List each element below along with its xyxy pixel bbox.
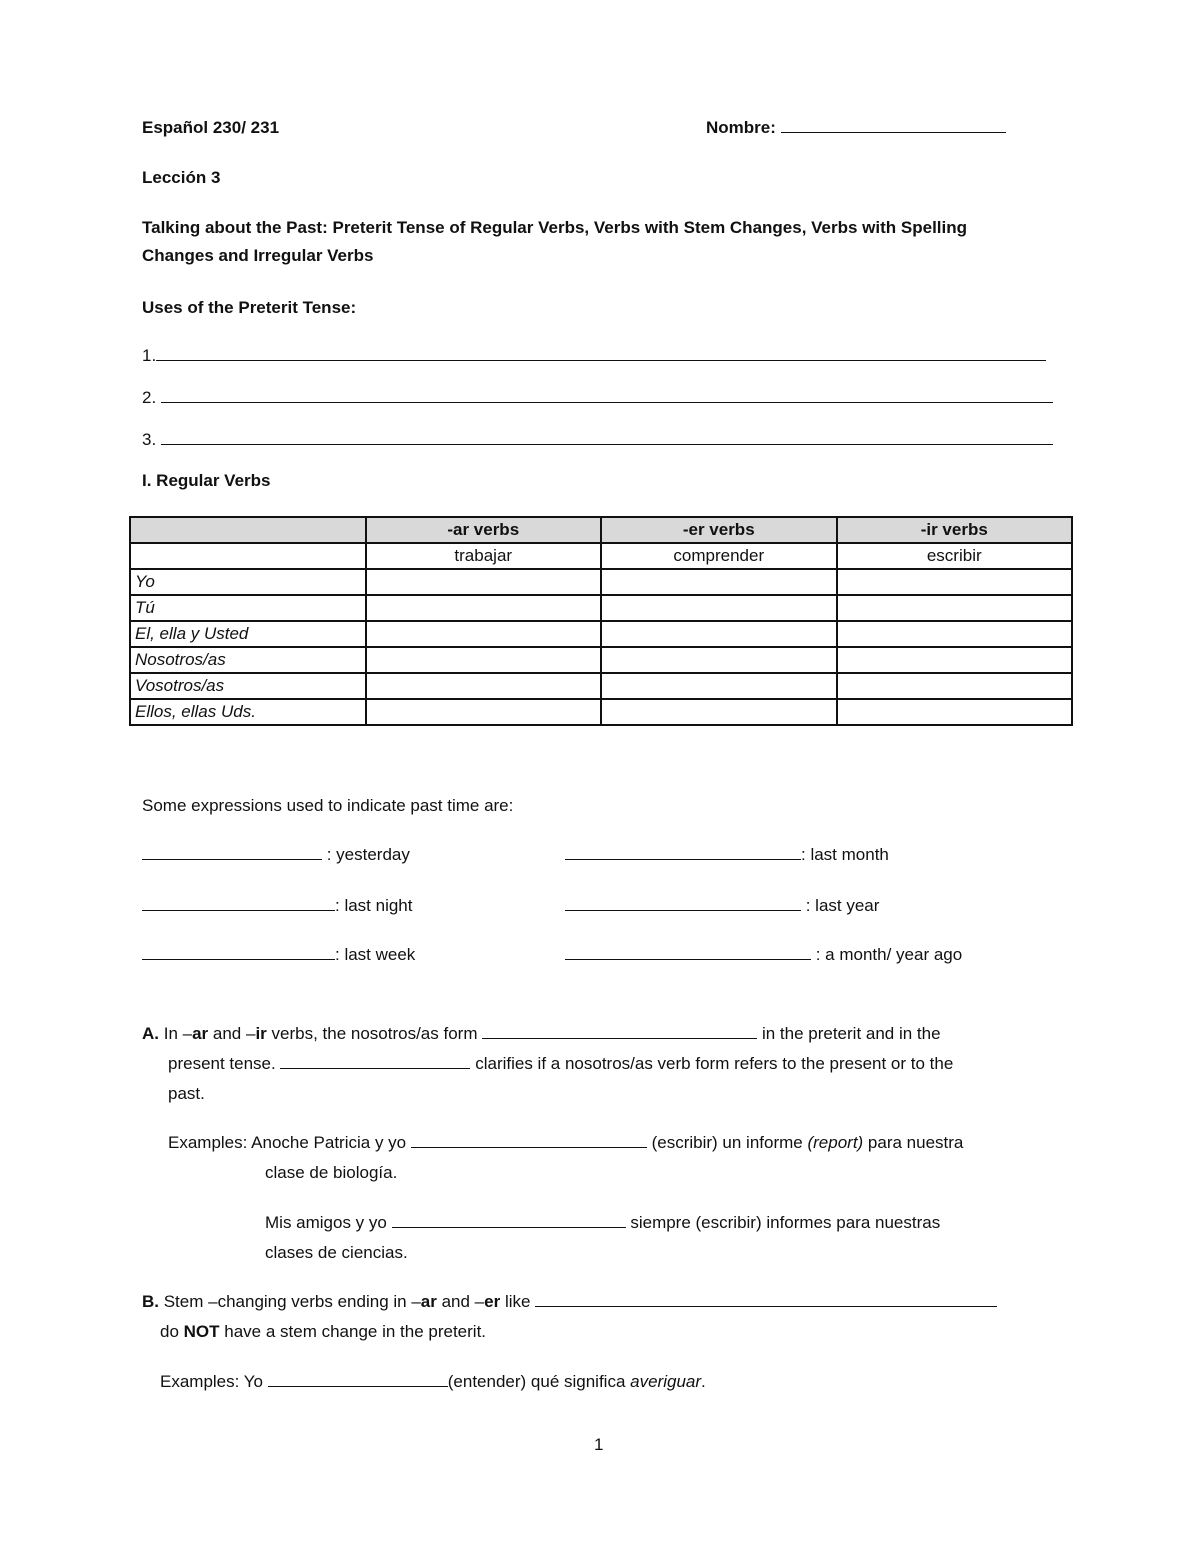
use-blank[interactable] [161,430,1053,445]
expression-blank[interactable] [565,845,801,860]
use-item-3 [142,430,1053,450]
answer-cell[interactable] [837,621,1073,647]
answer-cell[interactable] [366,621,602,647]
section-heading-regular-verbs: I. Regular Verbs [142,471,271,490]
expression-meaning: : last month [801,845,889,864]
name-blank[interactable] [781,118,1006,133]
pronoun-cell: Ellos, ellas Uds. [130,699,366,725]
text-run: NOT [183,1322,220,1341]
expression-item [565,845,889,865]
table-row [130,569,1072,595]
course-title: Español 230/ 231 [142,118,280,137]
page-title-line1: Talking about the Past: Preterit Tense of Regular Verbs, Verbs with Stem Changes, Verbs with Spelling [142,218,968,237]
answer-cell[interactable] [837,699,1073,725]
answer-blank[interactable] [280,1054,470,1069]
answer-cell[interactable] [601,595,837,621]
text-run: clarifies if a nosotros/as verb form refers to the present or to the [470,1054,954,1073]
expressions-intro: Some expressions used to indicate past time are: [142,796,514,815]
table-header-cell: -er verbs [601,517,837,543]
answer-blank[interactable] [482,1024,757,1039]
text-run: present tense. [168,1054,276,1073]
expression-meaning: : last night [335,896,413,915]
expression-item [142,845,410,865]
lesson-label: Lección 3 [142,168,221,187]
pronoun-cell: Vosotros/as [130,673,366,699]
text-run: (escribir) un informe [646,1133,808,1152]
table-row [130,673,1072,699]
text-run: have a stem change in the preterit. [219,1322,487,1341]
example-1-line2: clase de biología. [265,1163,398,1182]
text-run: and – [208,1024,256,1043]
table-row [130,647,1072,673]
section-letter: A. [142,1024,159,1043]
example-1-line1 [168,1133,963,1153]
name-label: Nombre: [706,118,776,137]
conjugation-table [129,516,1073,726]
expression-blank[interactable] [142,845,322,860]
expression-blank[interactable] [565,896,801,911]
expression-meaning: : last year [801,896,880,915]
use-blank[interactable] [161,388,1053,403]
answer-blank[interactable] [535,1292,997,1307]
text-run: averiguar [630,1372,702,1391]
expression-blank[interactable] [142,945,335,960]
expression-item [142,945,415,965]
use-number: 2. [142,388,157,407]
infinitive-cell: trabajar [366,543,602,569]
text-run: ar [192,1024,209,1043]
text-run: (entender) qué significa [447,1372,631,1391]
answer-cell[interactable] [601,569,837,595]
expression-blank[interactable] [565,945,811,960]
use-number: 3. [142,430,157,449]
text-run: ar [420,1292,437,1311]
text-run: . [701,1372,706,1391]
answer-blank[interactable] [411,1133,647,1148]
section-b-line1 [142,1292,997,1312]
table-header-cell: -ar verbs [366,517,602,543]
answer-cell[interactable] [366,595,602,621]
text-run: verbs, the nosotros/as form [266,1024,478,1043]
answer-cell[interactable] [601,699,837,725]
answer-cell[interactable] [366,699,602,725]
text-run: ir [255,1024,267,1043]
page-title-line2: Changes and Irregular Verbs [142,246,374,265]
answer-cell[interactable] [601,621,837,647]
text-run: In – [159,1024,193,1043]
answer-cell[interactable] [601,673,837,699]
answer-cell[interactable] [837,647,1073,673]
expression-item [142,896,413,916]
uses-heading: Uses of the Preterit Tense: [142,298,357,317]
answer-blank[interactable] [268,1372,448,1387]
table-row [130,621,1072,647]
text-run: like [500,1292,531,1311]
table-header-row [130,517,1072,543]
text-run: Examples: Anoche Patricia y yo [168,1133,407,1152]
answer-cell[interactable] [837,569,1073,595]
expression-meaning: : a month/ year ago [811,945,963,964]
use-number: 1. [142,346,157,365]
text-run: Mis amigos y yo [265,1213,387,1232]
use-item-1 [142,346,1046,366]
example-2-line2: clases de ciencias. [265,1243,408,1262]
text-run: (report) [807,1133,864,1152]
text-run: Stem –changing verbs ending in – [159,1292,421,1311]
section-a-line2 [168,1054,953,1074]
expression-blank[interactable] [142,896,335,911]
table-infinitive-row [130,543,1072,569]
infinitive-cell: comprender [601,543,837,569]
section-a-line3: past. [168,1084,205,1103]
section-a-line1 [142,1024,941,1044]
text-run: para nuestra [863,1133,964,1152]
pronoun-cell: Yo [130,569,366,595]
text-run: do [160,1322,184,1341]
pronoun-cell: Tú [130,595,366,621]
text-run: siempre (escribir) informes para nuestras [625,1213,941,1232]
pronoun-cell: Nosotros/as [130,647,366,673]
table-row [130,595,1072,621]
name-field [706,118,1006,138]
section-b-line2 [160,1322,486,1342]
text-run: er [484,1292,501,1311]
text-run: and – [436,1292,485,1311]
example-2-line1 [265,1213,940,1233]
answer-cell[interactable] [837,595,1073,621]
infinitive-cell [130,543,366,569]
answer-cell[interactable] [366,673,602,699]
table-row [130,699,1072,725]
text-run: in the preterit and in the [757,1024,941,1043]
expression-item [565,896,879,916]
expression-meaning: : yesterday [322,845,410,864]
page-number: 1 [594,1435,604,1454]
answer-cell[interactable] [366,569,602,595]
use-item-2 [142,388,1053,408]
answer-blank[interactable] [392,1213,626,1228]
use-blank[interactable] [156,346,1046,361]
table-header-cell: -ir verbs [837,517,1073,543]
expression-meaning: : last week [335,945,416,964]
answer-cell[interactable] [601,647,837,673]
table-header-cell [130,517,366,543]
answer-cell[interactable] [366,647,602,673]
section-b-example [160,1372,706,1392]
answer-cell[interactable] [837,673,1073,699]
pronoun-cell: El, ella y Usted [130,621,366,647]
section-letter: B. [142,1292,159,1311]
expression-item [565,945,962,965]
text-run: Examples: Yo [160,1372,264,1391]
infinitive-cell: escribir [837,543,1073,569]
